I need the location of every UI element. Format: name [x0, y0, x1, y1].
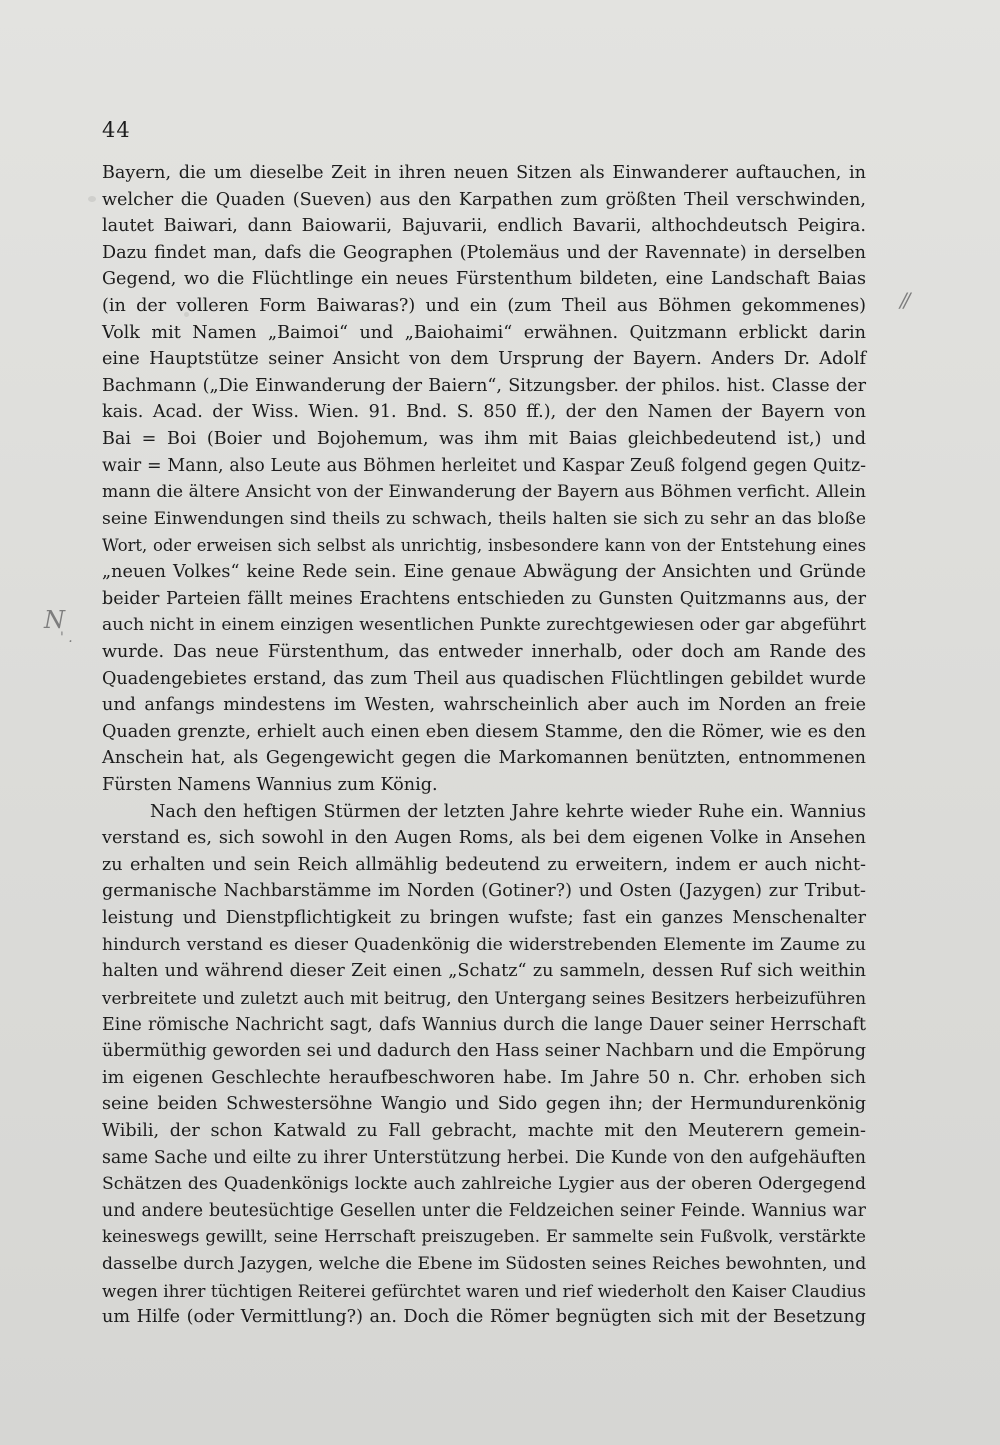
page-number: 44	[102, 118, 131, 142]
text-line: auch nicht in einem einzigen wesentlichen Punkte zurechtgewiesen oder gar abgeführt	[102, 615, 866, 636]
text-line: Wibili, der schon Katwald zu Fall gebracht, machte mit den Meuterern gemein-	[102, 1120, 866, 1141]
margin-pencil-mark: //	[900, 288, 908, 312]
text-line: seine beiden Schwestersöhne Wangio und Sido gegen ihn; der Hermundurenkönig	[102, 1094, 866, 1115]
text-line: Bachmann („Die Einwanderung der Baiern“, Sitzungsber. der philos. hist. Classe der	[102, 375, 866, 396]
text-line: halten und während dieser Zeit einen „Schatz“ zu sammeln, dessen Ruf sich weithin	[102, 961, 866, 982]
text-line: Fürsten Namens Wannius zum König.	[102, 775, 438, 796]
text-line: im eigenen Geschlechte heraufbeschworen habe. Im Jahre 50 n. Chr. erhoben sich	[102, 1067, 866, 1088]
text-line: Gegend, wo die Flüchtlinge ein neues Fürstenthum bildeten, eine Landschaft Baias	[102, 269, 866, 290]
text-line: und andere beutesüchtige Gesellen unter die Feldzeichen seiner Feinde. Wannius war	[102, 1200, 866, 1221]
text-line: „neuen Volkes“ keine Rede sein. Eine genaue Abwägung der Ansichten und Gründe	[102, 562, 866, 583]
text-line: eine Hauptstütze seiner Ansicht von dem Ursprung der Bayern. Anders Dr. Adolf	[102, 349, 866, 370]
text-line: Dazu findet man, dafs die Geographen (Ptolemäus und der Ravennate) in derselben	[102, 242, 866, 263]
text-line: (in der volleren Form Baiwaras?) und ein (zum Theil aus Böhmen gekommenes)	[102, 296, 866, 317]
text-line: lautet Baiwari, dann Baiowarii, Bajuvarii, endlich Bavarii, althochdeutsch Peigira.	[102, 216, 866, 237]
text-line: dasselbe durch Jazygen, welche die Ebene im Südosten seines Reiches bewohnten, und	[102, 1253, 867, 1274]
text-line: beider Parteien fällt meines Erachtens entschieden zu Gunsten Quitzmanns aus, der	[102, 588, 866, 609]
text-line: leistung und Dienstpflichtigkeit zu bringen wufste; fast ein ganzes Menschenalter	[102, 908, 866, 929]
scan-speck	[88, 196, 96, 202]
text-line: Bai = Boi (Boier und Bojohemum, was ihm mit Baias gleichbedeutend ist,) und	[102, 429, 866, 450]
text-line: wegen ihrer tüchtigen Reiterei gefürchtet waren und rief wiederholt den Kaiser Claudius	[102, 1280, 866, 1301]
text-line: hindurch verstand es dieser Quadenkönig die widerstrebenden Elemente im Zaume zu	[102, 934, 866, 955]
text-line: übermüthig geworden sei und dadurch den Hass seiner Nachbarn und die Empörung	[102, 1041, 866, 1062]
text-line: Quadengebietes erstand, das zum Theil aus quadischen Flüchtlingen gebildet wurde	[102, 668, 866, 689]
text-line: same Sache und eilte zu ihrer Unterstützung herbei. Die Kunde von den aufgehäuften	[102, 1147, 866, 1168]
text-line: Bayern, die um dieselbe Zeit in ihren neuen Sitzen als Einwanderer auftauchen, in	[102, 163, 866, 183]
text-line: Schätzen des Quadenkönigs lockte auch zahlreiche Lygier aus der oberen Odergegend	[102, 1174, 866, 1195]
text-line: Volk mit Namen „Baimoi“ und „Baiohaimi“ erwähnen. Quitzmann erblickt darin	[102, 322, 866, 343]
text-line: um Hilfe (oder Vermittlung?) an. Doch die Römer begnügten sich mit der Besetzung	[102, 1307, 866, 1328]
text-line: und anfangs mindestens im Westen, wahrscheinlich aber auch im Norden an freie	[102, 695, 866, 716]
text-line: welcher die Quaden (Sueven) aus den Karpathen zum größten Theil verschwinden,	[102, 189, 866, 210]
text-line: zu erhalten und sein Reich allmählig bedeutend zu erweitern, indem er auch nicht-	[102, 854, 866, 875]
text-line: germanische Nachbarstämme im Norden (Gotiner?) und Osten (Jazygen) zur Tribut-	[102, 881, 866, 902]
margin-pencil-note: N	[44, 606, 65, 634]
body-text	[102, 160, 866, 1331]
text-line: verstand es, sich sowohl in den Augen Roms, als bei dem eigenen Volke in Ansehen	[102, 828, 866, 849]
text-line: Nach den heftigen Stürmen der letzten Jahre kehrte wieder Ruhe ein. Wannius	[150, 801, 866, 822]
text-line: keineswegs gewillt, seine Herrschaft preiszugeben. Er sammelte sein Fußvolk, verstärkte	[102, 1227, 866, 1247]
text-line: Wort, oder erweisen sich selbst als unrichtig, insbesondere kann von der Entstehung eines	[102, 535, 866, 555]
text-line: Quaden grenzte, erhielt auch einen eben diesem Stamme, den die Römer, wie es den	[102, 721, 866, 742]
text-line: mann die ältere Ansicht von der Einwanderung der Bayern aus Böhmen verficht. Allein	[102, 482, 866, 503]
text-line: seine Einwendungen sind theils zu schwach, theils halten sie sich zu sehr an das bloße	[102, 508, 866, 529]
text-line: wair = Mann, also Leute aus Böhmen herleitet und Kaspar Zeuß folgend gegen Quitz-	[102, 455, 866, 476]
text-line: kais. Acad. der Wiss. Wien. 91. Bnd. S. 850 ff.), der den Namen der Bayern von	[102, 402, 866, 423]
text-line: verbreitete und zuletzt auch mit beitrug, den Untergang seines Besitzers herbeizuführen	[102, 987, 866, 1008]
text-line: Eine römische Nachricht sagt, dafs Wannius durch die lange Dauer seiner Herrschaft	[102, 1014, 866, 1035]
margin-pencil-dots: ' .	[60, 630, 73, 646]
text-line: wurde. Das neue Fürstenthum, das entweder innerhalb, oder doch am Rande des	[102, 641, 866, 662]
text-line: Anschein hat, als Gegengewicht gegen die Markomannen benützten, entnommenen	[102, 748, 866, 769]
